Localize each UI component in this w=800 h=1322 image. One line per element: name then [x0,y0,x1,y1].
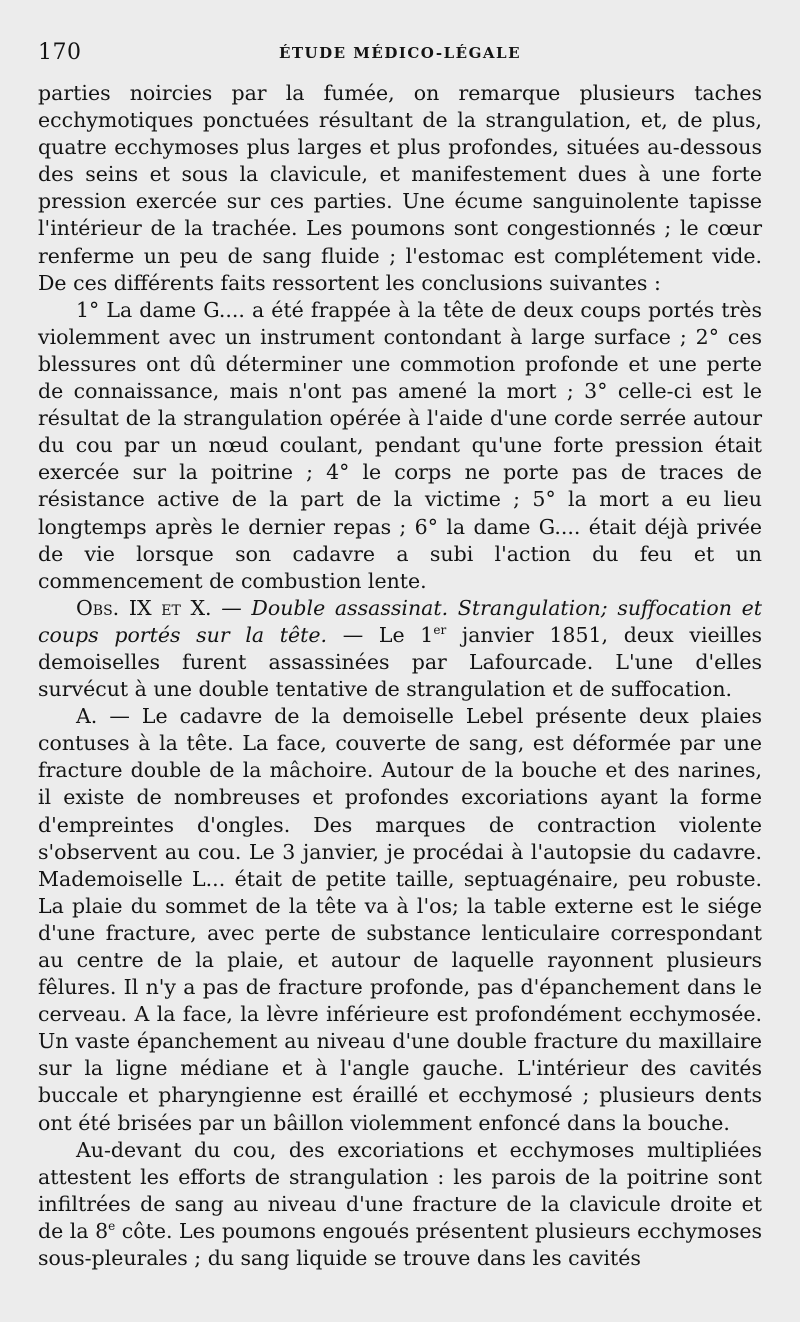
ordinal-superscript: e [108,1219,116,1234]
page-number: 170 [38,40,82,65]
observation-title: — Double assassinat. Strangulation; suffocation et coups portés sur la tête. [38,595,762,647]
neck-chest-text-start: Au-devant du cou, des excoriations et ecchymoses multipliées attestent les efforts de strangulation : les parois de la poitrine sont infiltrées de sang au niveau d'une fracture de la clavicule droite et de la 8 [38,1137,762,1243]
observation-text-start: — Le 1 [327,622,434,647]
paragraph-autopsy-a: A. — Le cadavre de la demoiselle Lebel présente deux plaies contuses à la tête. La face, couverte de sang, est déformée par une fracture double de la mâchoire. Autour de la bouche et des narines, il existe de nombreuses et profondes excoriations ayant la forme d'empreintes d'ongles. Des marques de contraction violente s'observent au cou. Le 3 janvier, je procédai à l'autopsie du cadavre. Mademoiselle L... était de petite taille, septuagénaire, peu robuste. La plaie du sommet de la tête va à l'os; la table externe est le siége d'une fracture, avec perte de substance lenticulaire correspondant au centre de la plaie, et autour de laquelle rayonnent plusieurs fêlures. Il n'y a pas de fracture profonde, pas d'épanchement dans le cerveau. A la face, la lèvre inférieure est profondément ecchymosée. Un vaste épanchement au niveau d'une double fracture du maxillaire sur la ligne médiane et à l'angle gauche. L'intérieur des cavités buccale et pharyngienne est éraillé et ecchymosé ; plusieurs dents ont été brisées par un bâillon violemment enfoncé dans la bouche. [38,704,762,1135]
paragraph-observation-heading [38,595,762,703]
paragraph-continuation: parties noircies par la fumée, on remarque plusieurs taches ecchymotiques ponctuées résultant de la strangulation, et, de plus, quatre ecchymoses plus larges et plus profondes, situées au-dessous des seins et sous la clavicule, et manifestement dues à une forte pression exercée sur ces parties. Une écume sanguinolente tapisse l'intérieur de la trachée. Les poumons sont congestionnés ; le cœur renferme un peu de sang fluide ; l'estomac est complétement vide. De ces différents faits ressortent les conclusions suivantes : [38,81,762,295]
running-title: ÉTUDE MÉDICO-LÉGALE [278,44,522,62]
neck-chest-text-rest: côte. Les poumons engoués présentent plusieurs ecchymoses sous-pleurales ; du sang liquide se trouve dans les cavités [38,1218,762,1271]
observation-label: Obs. IX et X. [76,595,212,620]
paragraph-conclusions: 1° La dame G.... a été frappée à la tête de deux coups portés très violemment avec un instrument contondant à large surface ; 2° ces blessures ont dû déterminer une commotion profonde et une perte de connaissance, mais n'ont pas amené la mort ; 3° celle-ci est le résultat de la strangulation opérée à l'aide d'une corde serrée autour du cou par un nœud coulant, pendant qu'une forte pression était exercée sur la poitrine ; 4° le corps ne porte pas de traces de résistance active de la part de la victime ; 5° la mort a eu lieu longtemps après le dernier repas ; 6° la dame G.... était déjà privée de vie lorsque son cadavre a subi l'action du feu et un commencement de combustion lente. [38,297,762,593]
observation-text-rest: janvier 1851, deux vieilles demoiselles furent assassinées par Lafourcade. L'une d'elles survécut à une double tentative de strangulation et de suffocation. [38,622,762,702]
running-head [38,36,762,80]
paragraph-neck-chest [38,1137,762,1272]
body-text [38,80,762,1272]
ordinal-superscript: er [433,623,447,638]
